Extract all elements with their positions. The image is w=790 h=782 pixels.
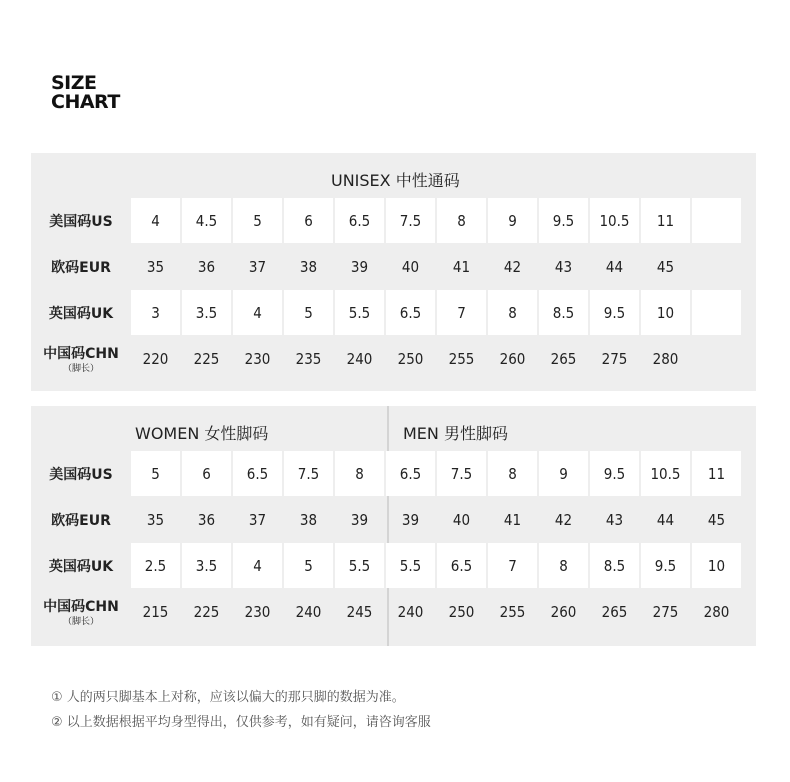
size-cell: 9.5 (590, 451, 639, 496)
size-row (31, 290, 756, 335)
size-cell: 255 (448, 349, 475, 368)
size-cell: 43 (605, 510, 624, 529)
size-cell: 240 (295, 602, 322, 621)
size-cell: 6.5 (386, 290, 435, 335)
size-cell: 4.5 (182, 198, 231, 243)
size-cell: 3 (131, 290, 180, 335)
women-heading: WOMEN 女性脚码 (135, 424, 269, 443)
row-label-text: 欧码EUR (51, 512, 111, 529)
size-cell: 255 (499, 602, 526, 621)
size-cell: 260 (499, 349, 526, 368)
size-cell: 6.5 (335, 198, 384, 243)
men-heading: MEN 男性脚码 (403, 424, 508, 443)
size-cell: 6 (284, 198, 333, 243)
size-cell (692, 244, 741, 289)
size-cell (692, 198, 741, 243)
size-cell: 250 (448, 602, 475, 621)
size-cell: 39 (350, 257, 369, 276)
size-cell: 11 (692, 451, 741, 496)
size-cell: 5 (284, 543, 333, 588)
note-1: ① 人的两只脚基本上对称，应该以偏大的那只脚的数据为准。 (51, 690, 405, 705)
size-row (31, 336, 756, 381)
size-cell: 39 (350, 510, 369, 529)
size-cell: 265 (601, 602, 628, 621)
size-cell: 275 (652, 602, 679, 621)
size-cell: 5 (233, 198, 282, 243)
size-cell: 6.5 (437, 543, 486, 588)
size-cell: 215 (142, 602, 169, 621)
size-cell: 7 (437, 290, 486, 335)
size-cell: 37 (248, 257, 267, 276)
size-cell: 8 (488, 290, 537, 335)
row-label-sub: （脚长） (62, 617, 99, 627)
title-line-2: CHART (51, 91, 120, 113)
size-cell: 280 (703, 602, 730, 621)
row-label-text: 英国码UK (48, 305, 114, 322)
size-cell: 10 (692, 543, 741, 588)
size-cell: 240 (397, 602, 424, 621)
size-cell: 9.5 (641, 543, 690, 588)
size-cell: 39 (401, 510, 420, 529)
size-cell: 245 (346, 602, 373, 621)
size-cell: 35 (146, 257, 165, 276)
size-cell: 40 (452, 510, 471, 529)
size-cell: 36 (197, 257, 216, 276)
row-label (31, 336, 131, 381)
size-cell: 10 (641, 290, 690, 335)
title-line-1: SIZE (51, 72, 97, 94)
size-cell: 7.5 (437, 451, 486, 496)
size-cell: 4 (131, 198, 180, 243)
size-cell: 38 (299, 257, 318, 276)
size-cell: 9 (488, 198, 537, 243)
size-cell: 7 (488, 543, 537, 588)
size-cell: 41 (503, 510, 522, 529)
size-cell: 8 (437, 198, 486, 243)
size-cell: 42 (503, 257, 522, 276)
size-cell: 3.5 (182, 290, 231, 335)
row-label-text: 美国码US (49, 466, 113, 483)
size-cell: 8.5 (539, 290, 588, 335)
size-cell: 2.5 (131, 543, 180, 588)
size-cell: 42 (554, 510, 573, 529)
size-cell: 38 (299, 510, 318, 529)
row-label (31, 290, 131, 335)
size-row (31, 451, 756, 496)
size-cell: 250 (397, 349, 424, 368)
size-cell: 3.5 (182, 543, 231, 588)
size-cell: 36 (197, 510, 216, 529)
size-cell: 7.5 (284, 451, 333, 496)
size-cell: 230 (244, 602, 271, 621)
size-cell: 280 (652, 349, 679, 368)
size-row (31, 497, 756, 542)
size-cell: 235 (295, 349, 322, 368)
size-cell: 225 (193, 602, 220, 621)
size-cell: 10.5 (590, 198, 639, 243)
size-cell: 35 (146, 510, 165, 529)
women-men-size-table (31, 406, 756, 646)
size-cell: 6 (182, 451, 231, 496)
row-label-text: 英国码UK (48, 558, 114, 575)
row-label-text: 美国码US (49, 213, 113, 230)
unisex-heading: UNISEX 中性通码 (331, 171, 460, 190)
row-label (31, 497, 131, 542)
size-cell: 240 (346, 349, 373, 368)
row-label-text: 中国码CHN (43, 599, 119, 615)
size-cell: 9.5 (590, 290, 639, 335)
size-cell: 41 (452, 257, 471, 276)
size-cell: 260 (550, 602, 577, 621)
size-cell: 265 (550, 349, 577, 368)
row-label (31, 198, 131, 243)
size-cell: 225 (193, 349, 220, 368)
size-cell: 8.5 (590, 543, 639, 588)
note-2: ② 以上数据根据平均身型得出，仅供参考，如有疑问，请咨询客服 (51, 715, 431, 730)
size-row (31, 589, 756, 634)
size-cell: 8 (488, 451, 537, 496)
size-cell (692, 336, 741, 381)
unisex-size-table (31, 153, 756, 391)
size-cell: 8 (335, 451, 384, 496)
size-cell: 45 (656, 257, 675, 276)
size-cell: 4 (233, 290, 282, 335)
row-label (31, 543, 131, 588)
row-label (31, 589, 131, 634)
size-cell: 11 (641, 198, 690, 243)
row-label-text: 欧码EUR (51, 259, 111, 276)
size-cell: 5.5 (335, 543, 384, 588)
size-cell: 7.5 (386, 198, 435, 243)
size-chart-title (51, 74, 120, 112)
size-cell: 44 (656, 510, 675, 529)
size-cell: 6.5 (386, 451, 435, 496)
size-row (31, 543, 756, 588)
size-cell: 5 (131, 451, 180, 496)
row-label (31, 451, 131, 496)
size-cell: 44 (605, 257, 624, 276)
size-cell: 5.5 (386, 543, 435, 588)
size-cell: 230 (244, 349, 271, 368)
size-cell: 275 (601, 349, 628, 368)
size-cell: 40 (401, 257, 420, 276)
size-cell: 9 (539, 451, 588, 496)
size-cell: 8 (539, 543, 588, 588)
size-cell: 45 (707, 510, 726, 529)
row-label (31, 244, 131, 289)
size-cell: 9.5 (539, 198, 588, 243)
size-row (31, 198, 756, 243)
size-cell: 5 (284, 290, 333, 335)
row-label-sub: （脚长） (62, 364, 99, 374)
size-cell: 43 (554, 257, 573, 276)
size-cell: 6.5 (233, 451, 282, 496)
size-cell (692, 290, 741, 335)
size-cell: 10.5 (641, 451, 690, 496)
size-row (31, 244, 756, 289)
size-cell: 5.5 (335, 290, 384, 335)
size-cell: 220 (142, 349, 169, 368)
size-cell: 37 (248, 510, 267, 529)
size-cell: 4 (233, 543, 282, 588)
row-label-text: 中国码CHN (43, 346, 119, 362)
